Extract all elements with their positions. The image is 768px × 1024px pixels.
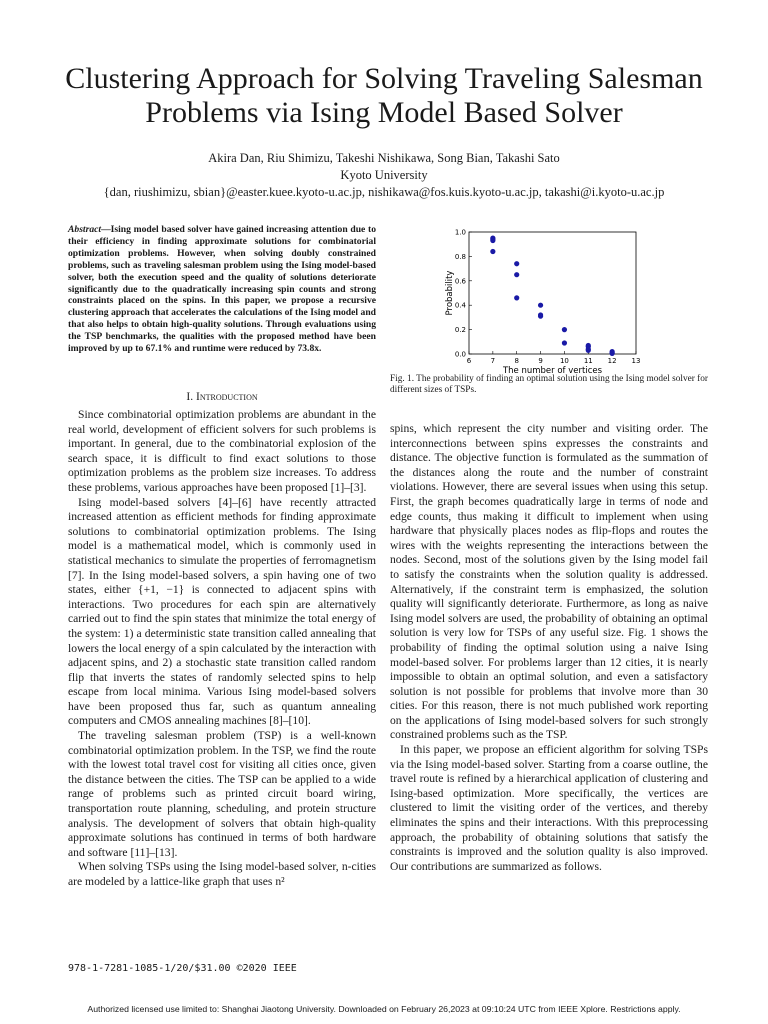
intro-paragraph-6: In this paper, we propose an efficient algorithm for solving TSPs via the Ising model-based solver. Starting from a coarse outline, the travel route is refined by a hierarchical application of clustering and Ising-based optimization. More specifically, the vertices are clustered to limit the visiting order of the vertices, and thereby eliminates the spins and their interactions. With this preprocessing approach, the probability of obtaining solutions that satisfy the constraints is improved and the solution quality is also improved. Our contributions are summarized as follows. <box>390 743 708 873</box>
data-point <box>538 314 543 319</box>
footer-license: Authorized licensed use limited to: Shanghai Jiaotong University. Downloaded on February 26,2023 at 09:10:24 UTC from IEEE Xplore. Restrictions apply. <box>87 1004 681 1014</box>
data-point <box>538 303 543 308</box>
y-tick-label: 0.2 <box>454 326 466 335</box>
data-point <box>514 272 519 277</box>
x-axis-label: The number of vertices <box>502 366 603 374</box>
section-heading-introduction: I. Introduction <box>186 390 258 403</box>
y-tick-label: 0.8 <box>454 252 466 261</box>
data-point <box>514 295 519 300</box>
data-point <box>562 340 567 345</box>
paper-title: Clustering Approach for Solving Traveling Salesman Problems via Ising Model Based Solver <box>65 62 703 129</box>
intro-paragraph-2: Ising model-based solvers [4]–[6] have recently attracted increased attention as efficient methods for finding approximate solutions to combinatorial optimization problems. The Ising model is a mathematical model, which is commonly used in statistical mechanics to simulate the properties of ferromagnetism [7]. In the Ising model-based solvers, a spin having one of two states, either {+1, −1} is connected to adjacent spins with interactions. Two procedures for each spin are alternatively carried out to find the spin states that minimize the total energy of the system: 1) a deterministic state transition called annealing that lowers the local energy of a spin calculated by the interaction with adjacent spins, and 2) a stochastic state transition called random flip that inverts the states of randomly selected spins to help escape from local minima. Various Ising model-based solvers have been proposed thus far, such as quantum annealing computers and CMOS annealing machines [8]–[10]. <box>68 495 376 728</box>
y-tick-label: 0.0 <box>454 350 466 359</box>
data-point <box>490 249 495 254</box>
data-point <box>586 348 591 353</box>
author-emails: {dan, riushimizu, sbian}@easter.kuee.kyoto-u.ac.jp, nishikawa@fos.kuis.kyoto-u.ac.jp, takashi@i.kyoto-u.ac.jp <box>103 185 665 199</box>
intro-paragraph-3: The traveling salesman problem (TSP) is a well-known combinatorial optimization problem. In the TSP, we find the route with the lowest total travel cost for visiting all cities once, given the distance between the cities. The TSP can be applied to a wide range of problems such as printed circuit board wiring, transportation route planning, scheduling, and protein structure analysis. The development of solvers that obtain high-quality approximate solutions has continued in terms of both hardware and software [11]–[13]. <box>68 729 376 859</box>
intro-paragraph-4: When solving TSPs using the Ising model-based solver, n-cities are modeled by a lattice-like graph that uses n² <box>68 860 376 888</box>
intro-paragraph-5: spins, which represent the city number and visiting order. The interconnections between spins expresses the constraints and distance. The objective function is formulated as the summation of the distances along the route and the number of constraint violations. However, there are several issues when using this setup. First, the graph becomes quadratically large in terms of node and edge counts, thus making it difficult to implement when using hardware that physically places nodes as flip-flops and routes the wires with the weights representing the interactions between the nodes. Second, most of the solutions given by the Ising model fail to satisfy the constraints when the solution quality is addressed. Alternatively, if the constraint term is emphasized, the solution quality will significantly deteriorate. Furthermore, as long as naive Ising model solvers are used, the probability of obtaining an optimal solution is very low for TSPs of any useful size. Fig. 1 shows the probability of finding the optimal solution using a naive Ising model-based solver. For problems larger than 12 cities, it is nearly impossible to obtain an optimal solution, and even a satisfactory solution is not possible for problems that involve more than 30 cities. For this reason, there is not much published work reporting on the applications of Ising model-based solvers for such strongly constrained problems such as the TSP. <box>390 422 708 742</box>
x-tick-label: 8 <box>514 357 519 365</box>
figure-1-caption: Fig. 1. The probability of finding an optimal solution using the Ising model solver for different sizes of TSPs. <box>390 374 708 395</box>
abstract-text: —Ising model based solver have gained increasing attention due to their efficiency in finding approximate solutions for combinatorial optimization problems. However, when solving doubly constrained problems, such as traveling salesman problem using the Ising model-based solver, both the execution speed and the quality of solutions deteriorate significantly due to the quadratically increasing spin counts and strong constraints placed on the spins. In this paper, we propose a recursive clustering approach that accelerates the calculations of the Ising model and that also helps to obtain high-quality solutions. Through evaluations using the TSP benchmarks, the qualities with the proposed method have been improved by up to 67.1% and runtime were reduced by 73.8x. <box>68 224 376 355</box>
abstract-label: Abstract <box>68 224 102 235</box>
x-tick-label: 6 <box>466 357 472 365</box>
data-point <box>610 351 615 356</box>
x-tick-label: 12 <box>607 357 617 365</box>
x-tick-label: 10 <box>559 357 569 365</box>
intro-paragraph-1: Since combinatorial optimization problems are abundant in the real world, development of efficient solvers for such problems is important. In general, due to the combinatorial explosion of the search space, it is difficult to find exact solutions to those optimization problems as the problem size increases. To address these problems, various approaches have been proposed [1]–[3]. <box>68 408 376 494</box>
y-tick-label: 0.4 <box>454 301 466 310</box>
abstract <box>68 224 376 355</box>
x-tick-label: 9 <box>538 357 543 365</box>
right-column <box>390 422 708 874</box>
figure-1-chart <box>400 224 710 374</box>
x-tick-label: 11 <box>583 357 593 365</box>
data-point <box>490 238 495 243</box>
author-names: Akira Dan, Riu Shimizu, Takeshi Nishikawa, Song Bian, Takashi Sato <box>208 151 560 165</box>
x-tick-label: 13 <box>631 357 641 365</box>
affiliation: Kyoto University <box>340 168 428 182</box>
y-tick-label: 1.0 <box>454 228 466 237</box>
y-tick-label: 0.6 <box>454 277 466 286</box>
left-column <box>68 408 376 890</box>
x-tick-label: 7 <box>490 357 496 365</box>
footer-isbn: 978-1-7281-1085-1/20/$31.00 ©2020 IEEE <box>68 963 297 974</box>
y-axis-label: Probability <box>445 270 455 316</box>
data-point <box>562 327 567 332</box>
author-block <box>20 150 748 201</box>
data-point <box>514 261 519 266</box>
